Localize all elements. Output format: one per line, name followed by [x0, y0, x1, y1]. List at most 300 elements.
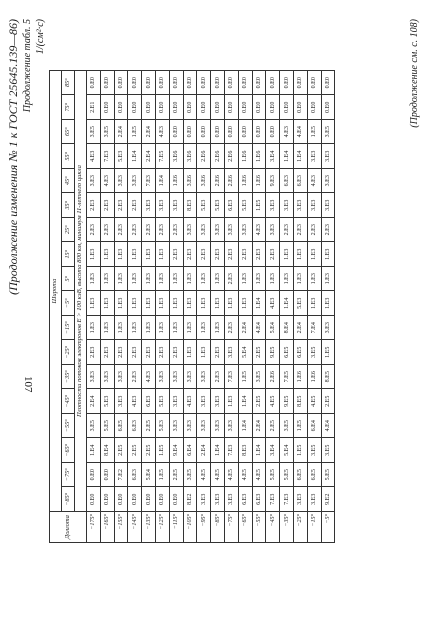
- flux-value-cell: 3.E3: [142, 193, 156, 218]
- longitude-cell: −45°: [266, 512, 280, 543]
- flux-value-cell: 2.E3: [183, 242, 197, 267]
- flux-value-cell: 6.E3: [293, 169, 307, 194]
- flux-value-cell: 5.E3: [100, 389, 114, 414]
- latitude-header-cell: −45°: [62, 389, 75, 414]
- flux-value-cell: 6.E4: [183, 438, 197, 463]
- flux-value-cell: 2.E4: [142, 144, 156, 169]
- flux-value-cell: 3.E3: [114, 169, 128, 194]
- latitude-header-cell: 35°: [62, 193, 75, 218]
- flux-value-cell: 9.E5: [280, 389, 294, 414]
- flux-value-cell: 2.E3: [280, 218, 294, 243]
- flux-value-cell: 1.E6: [238, 169, 252, 194]
- flux-value-cell: 3.E3: [211, 487, 225, 512]
- flux-value-cell: 1.E3: [197, 291, 211, 316]
- flux-value-cell: 3.E3: [321, 169, 335, 194]
- flux-value-cell: 1.E5: [252, 193, 266, 218]
- latitude-header: Широта: [50, 71, 62, 512]
- flux-value-cell: 4.E5: [238, 463, 252, 488]
- flux-value-cell: 6.E3: [252, 487, 266, 512]
- flux-value-cell: 7.E3: [266, 487, 280, 512]
- flux-value-cell: 1.E3: [307, 267, 321, 292]
- flux-value-cell: 2.E3: [128, 365, 142, 390]
- flux-value-cell: 3.E4: [266, 144, 280, 169]
- flux-value-cell: 2.E4: [252, 414, 266, 439]
- flux-value-cell: 6.E3: [238, 487, 252, 512]
- flux-value-cell: 0.E0: [128, 95, 142, 120]
- flux-value-cell: 3.E3: [307, 193, 321, 218]
- flux-value-cell: 3.E3: [100, 365, 114, 390]
- flux-value-cell: 2.E4: [114, 120, 128, 145]
- flux-value-cell: 5.E3: [155, 389, 169, 414]
- flux-value-cell: 1.E3: [100, 242, 114, 267]
- flux-value-cell: 0.E0: [238, 95, 252, 120]
- latitude-header-cell: 45°: [62, 169, 75, 194]
- flux-value-cell: 2.E5: [128, 438, 142, 463]
- flux-value-cell: 2.E5: [142, 438, 156, 463]
- flux-value-cell: 1.E6: [238, 144, 252, 169]
- flux-value-cell: 1.E3: [280, 242, 294, 267]
- flux-value-cell: 2.E6: [211, 144, 225, 169]
- flux-value-cell: 3.E5: [87, 120, 101, 145]
- flux-value-cell: 2.E3: [128, 193, 142, 218]
- flux-value-cell: 2.E3: [114, 193, 128, 218]
- flux-value-cell: 1.E3: [238, 267, 252, 292]
- flux-value-cell: 1.E5: [128, 120, 142, 145]
- flux-value-cell: 3.E3: [183, 365, 197, 390]
- flux-value-cell: 3.E3: [321, 144, 335, 169]
- flux-value-cell: 1.E3: [183, 291, 197, 316]
- flux-value-cell: 3.E3: [224, 414, 238, 439]
- flux-value-cell: 1.E3: [114, 267, 128, 292]
- flux-value-cell: 1.E3: [100, 291, 114, 316]
- flux-value-cell: 1.E3: [100, 316, 114, 341]
- flux-value-cell: 4.E5: [266, 389, 280, 414]
- flux-value-cell: 2.E5: [266, 414, 280, 439]
- electron-flux-table: [49, 70, 335, 543]
- flux-value-cell: 2.E3: [321, 218, 335, 243]
- flux-value-cell: 7.E4: [307, 316, 321, 341]
- table-row: [197, 71, 211, 543]
- flux-value-cell: 5.E4: [238, 340, 252, 365]
- flux-value-cell: 3.E3: [307, 487, 321, 512]
- flux-value-cell: 1.E3: [307, 291, 321, 316]
- longitude-cell: −115°: [169, 512, 183, 543]
- flux-value-cell: 6.E3: [280, 169, 294, 194]
- flux-value-cell: 1.E4: [87, 438, 101, 463]
- flux-value-cell: 6.E3: [128, 414, 142, 439]
- table-row: [266, 71, 280, 543]
- flux-value-cell: 5.E5: [321, 463, 335, 488]
- flux-value-cell: 3.E6: [197, 169, 211, 194]
- flux-value-cell: 0.E0: [169, 71, 183, 96]
- flux-value-cell: 1.E3: [142, 242, 156, 267]
- flux-value-cell: 1.E4: [238, 389, 252, 414]
- page-number: 107: [22, 376, 34, 393]
- flux-value-cell: 3.E4: [266, 438, 280, 463]
- latitude-header-cell: 5°: [62, 267, 75, 292]
- flux-value-cell: 1.E3: [197, 316, 211, 341]
- longitude-cell: −35°: [280, 512, 294, 543]
- flux-value-cell: 1.E3: [142, 316, 156, 341]
- flux-value-cell: 1.E4: [293, 144, 307, 169]
- table-row: [114, 71, 128, 543]
- flux-value-cell: 3.E3: [128, 169, 142, 194]
- latitude-band-row: [50, 71, 62, 543]
- longitude-cell: −15°: [307, 512, 321, 543]
- flux-value-cell: 7.E3: [142, 169, 156, 194]
- flux-value-cell: 3.E6: [183, 144, 197, 169]
- flux-value-cell: 7.E5: [280, 365, 294, 390]
- flux-value-cell: 0.E0: [252, 71, 266, 96]
- flux-value-cell: 0.E0: [142, 487, 156, 512]
- flux-value-cell: 2.E3: [155, 340, 169, 365]
- flux-value-cell: 8.E4: [100, 438, 114, 463]
- flux-value-cell: 2.E3: [252, 242, 266, 267]
- flux-value-cell: 1.E3: [293, 267, 307, 292]
- flux-value-cell: 3.E3: [114, 365, 128, 390]
- flux-value-cell: 2.E5: [114, 438, 128, 463]
- flux-value-cell: 4.E3: [183, 389, 197, 414]
- latitude-header-cell: −35°: [62, 365, 75, 390]
- table-row: [280, 71, 294, 543]
- flux-value-cell: 2.E5: [321, 389, 335, 414]
- flux-value-cell: 1.E3: [169, 316, 183, 341]
- continuation-note: (Продолжение см. с. 108): [409, 19, 420, 128]
- flux-value-cell: 0.E0: [100, 463, 114, 488]
- flux-value-cell: 0.E0: [293, 71, 307, 96]
- flux-value-cell: 0.E0: [87, 463, 101, 488]
- flux-value-cell: 1.E3: [238, 291, 252, 316]
- flux-value-cell: 0.E0: [87, 71, 101, 96]
- flux-value-cell: 2.E3: [114, 340, 128, 365]
- latitude-header-cell: −65°: [62, 438, 75, 463]
- flux-value-cell: 0.E0: [211, 71, 225, 96]
- flux-value-cell: 2.E3: [293, 218, 307, 243]
- flux-value-cell: 4.E5: [252, 463, 266, 488]
- flux-value-cell: 7.E3: [224, 438, 238, 463]
- flux-value-cell: 4.E4: [321, 414, 335, 439]
- flux-value-cell: 2.E3: [307, 218, 321, 243]
- flux-value-cell: 0.E0: [224, 120, 238, 145]
- longitude-cell: −75°: [224, 512, 238, 543]
- flux-value-cell: 0.E0: [114, 95, 128, 120]
- flux-value-cell: 1.E3: [114, 242, 128, 267]
- flux-value-cell: 8.E4: [280, 316, 294, 341]
- flux-value-cell: 5.E4: [142, 463, 156, 488]
- flux-value-cell: 3.E3: [197, 365, 211, 390]
- longitude-cell: −55°: [252, 512, 266, 543]
- flux-value-cell: 2.E3: [155, 218, 169, 243]
- flux-value-cell: 6.E3: [224, 193, 238, 218]
- flux-value-cell: 2.E3: [211, 365, 225, 390]
- table-row: [169, 71, 183, 543]
- flux-value-cell: 2.E4: [293, 316, 307, 341]
- flux-value-cell: 5.E3: [238, 193, 252, 218]
- table-row: [142, 71, 156, 543]
- flux-value-cell: 6.E3: [128, 463, 142, 488]
- flux-value-cell: 3.E3: [307, 144, 321, 169]
- flux-value-cell: 4.E3: [128, 389, 142, 414]
- flux-value-cell: 7.E2: [114, 463, 128, 488]
- table-row: [321, 71, 335, 543]
- flux-value-cell: 1.E6: [307, 365, 321, 390]
- flux-value-cell: 7.E3: [280, 487, 294, 512]
- table-row: [155, 71, 169, 543]
- table-row: [307, 71, 321, 543]
- flux-value-cell: 2.E3: [142, 218, 156, 243]
- longitude-cell: −125°: [155, 512, 169, 543]
- flux-value-cell: 1.E3: [87, 242, 101, 267]
- flux-value-cell: 3.E3: [155, 193, 169, 218]
- flux-value-cell: 1.E3: [87, 291, 101, 316]
- table-row: [128, 71, 142, 543]
- longitude-cell: −105°: [183, 512, 197, 543]
- flux-value-cell: 2.E1: [87, 95, 101, 120]
- flux-value-cell: 3.E3: [169, 193, 183, 218]
- flux-value-cell: 2.E3: [87, 340, 101, 365]
- flux-value-cell: 3.E3: [183, 218, 197, 243]
- flux-value-cell: 3.E3: [197, 389, 211, 414]
- flux-value-cell: 0.E0: [197, 71, 211, 96]
- flux-value-cell: 8.E5: [293, 389, 307, 414]
- flux-value-cell: 0.E0: [87, 487, 101, 512]
- flux-value-cell: 0.E0: [307, 95, 321, 120]
- table-row: [238, 71, 252, 543]
- flux-value-cell: 1.E3: [100, 267, 114, 292]
- flux-value-cell: 2.E3: [142, 340, 156, 365]
- flux-value-cell: 2.E3: [87, 193, 101, 218]
- flux-value-cell: 1.E5: [321, 340, 335, 365]
- longitude-cell: −145°: [128, 512, 142, 543]
- flux-value-cell: 0.E0: [321, 95, 335, 120]
- flux-value-cell: 1.E4: [238, 414, 252, 439]
- flux-value-cell: 1.E3: [211, 291, 225, 316]
- flux-value-cell: 3.E3: [211, 389, 225, 414]
- flux-value-cell: 1.E3: [224, 291, 238, 316]
- flux-value-cell: 2.E3: [169, 340, 183, 365]
- flux-value-cell: 1.E3: [321, 242, 335, 267]
- flux-value-cell: 3.E5: [252, 365, 266, 390]
- flux-value-cell: 1.E4: [252, 291, 266, 316]
- latitude-header-cell: 85°: [62, 71, 75, 96]
- flux-value-cell: 9.E2: [321, 487, 335, 512]
- flux-value-cell: 6.E5: [293, 463, 307, 488]
- flux-value-cell: 2.E3: [100, 193, 114, 218]
- flux-value-cell: 1.E6: [252, 169, 266, 194]
- flux-value-cell: 1.E3: [197, 340, 211, 365]
- flux-value-cell: 3.E6: [169, 144, 183, 169]
- flux-value-cell: 6.E4: [307, 414, 321, 439]
- flux-value-cell: 3.E3: [155, 365, 169, 390]
- flux-value-cell: 1.E3: [321, 291, 335, 316]
- flux-value-cell: 3.E3: [169, 365, 183, 390]
- longitude-cell: −65°: [238, 512, 252, 543]
- flux-value-cell: 0.E0: [114, 487, 128, 512]
- flux-value-cell: 0.E0: [252, 95, 266, 120]
- flux-value-cell: 3.E3: [293, 487, 307, 512]
- flux-value-cell: 2.E3: [114, 218, 128, 243]
- flux-value-cell: 1.E4: [211, 438, 225, 463]
- flux-value-cell: 2.E3: [169, 218, 183, 243]
- flux-value-cell: 2.E3: [211, 242, 225, 267]
- flux-value-cell: 4.E3: [307, 169, 321, 194]
- longitude-column-header: Долгота: [50, 512, 87, 543]
- flux-value-cell: 1.E3: [307, 242, 321, 267]
- flux-value-cell: 1.E6: [293, 365, 307, 390]
- flux-value-cell: 1.E3: [87, 267, 101, 292]
- flux-value-cell: 0.E0: [197, 120, 211, 145]
- flux-value-cell: 7.E5: [155, 144, 169, 169]
- flux-value-cell: 4.E3: [155, 120, 169, 145]
- flux-value-cell: 2.E5: [142, 414, 156, 439]
- flux-value-cell: 2.E5: [252, 389, 266, 414]
- flux-value-cell: 3.E5: [321, 120, 335, 145]
- flux-value-cell: 1.E3: [128, 316, 142, 341]
- flux-value-cell: 0.E0: [224, 95, 238, 120]
- flux-value-cell: 1.E3: [280, 267, 294, 292]
- flux-value-cell: 6.E5: [307, 463, 321, 488]
- flux-value-cell: 1.E3: [211, 267, 225, 292]
- latitude-header-cell: 65°: [62, 120, 75, 145]
- flux-value-cell: 1.E3: [87, 316, 101, 341]
- flux-value-cell: 3.E3: [293, 193, 307, 218]
- flux-value-cell: 1.E5: [238, 365, 252, 390]
- flux-value-cell: 1.E3: [169, 267, 183, 292]
- flux-value-cell: 0.E0: [224, 71, 238, 96]
- flux-value-cell: 0.E0: [155, 487, 169, 512]
- flux-value-cell: 3.E3: [224, 218, 238, 243]
- flux-value-cell: 3.E3: [211, 218, 225, 243]
- latitude-header-cell: −15°: [62, 316, 75, 341]
- longitude-cell: −25°: [293, 512, 307, 543]
- table-row: [293, 71, 307, 543]
- flux-value-cell: 1.E3: [128, 267, 142, 292]
- flux-value-cell: 0.E0: [307, 71, 321, 96]
- flux-value-cell: 1.E4: [280, 144, 294, 169]
- flux-value-cell: 0.E0: [169, 120, 183, 145]
- running-title: (Продолжение изменения № 1 к ГОСТ 25645.139—86): [6, 19, 20, 295]
- flux-value-cell: 4.E3: [87, 144, 101, 169]
- table-row: [224, 71, 238, 543]
- flux-value-cell: 1.E4: [128, 144, 142, 169]
- flux-value-cell: 3.E3: [197, 487, 211, 512]
- flux-value-cell: 3.E5: [87, 414, 101, 439]
- flux-value-cell: 1.E3: [266, 267, 280, 292]
- flux-value-cell: 2.E4: [87, 389, 101, 414]
- flux-value-cell: 0.E0: [252, 120, 266, 145]
- flux-value-cell: 1.E5: [293, 438, 307, 463]
- flux-value-cell: 0.E0: [197, 95, 211, 120]
- flux-value-cell: 3.E5: [307, 340, 321, 365]
- flux-value-cell: 4.E3: [100, 169, 114, 194]
- flux-value-cell: 4.E5: [307, 389, 321, 414]
- flux-value-cell: 3.E3: [321, 193, 335, 218]
- flux-value-cell: 1.E3: [169, 291, 183, 316]
- flux-value-cell: 2.E6: [224, 144, 238, 169]
- flux-value-cell: 1.E3: [321, 267, 335, 292]
- flux-value-cell: 4.E5: [224, 463, 238, 488]
- flux-value-cell: 3.E3: [183, 414, 197, 439]
- flux-value-cell: 1.E3: [142, 267, 156, 292]
- flux-value-cell: 3.E3: [224, 487, 238, 512]
- flux-value-cell: 3.E5: [321, 438, 335, 463]
- flux-value-cell: 1.E3: [114, 316, 128, 341]
- flux-value-cell: 0.E0: [266, 71, 280, 96]
- flux-value-cell: 0.E0: [155, 71, 169, 96]
- latitude-header-cell: 25°: [62, 218, 75, 243]
- flux-value-cell: 7.E3: [224, 365, 238, 390]
- flux-value-cell: 0.E0: [238, 120, 252, 145]
- flux-value-cell: 3.E3: [266, 193, 280, 218]
- latitude-header-cell: −55°: [62, 414, 75, 439]
- flux-value-cell: 0.E0: [155, 95, 169, 120]
- flux-value-cell: 5.E3: [197, 193, 211, 218]
- flux-value-cell: 4.E5: [197, 463, 211, 488]
- flux-value-cell: 2.E6: [224, 169, 238, 194]
- table-row: [100, 71, 114, 543]
- latitude-header-cell: −75°: [62, 463, 75, 488]
- flux-value-cell: 0.E0: [128, 71, 142, 96]
- flux-value-cell: 2.E3: [266, 242, 280, 267]
- flux-value-cell: 0.E0: [321, 71, 335, 96]
- flux-value-cell: 0.E0: [114, 71, 128, 96]
- flux-value-cell: 1.E3: [128, 291, 142, 316]
- flux-value-cell: 2.E5: [252, 340, 266, 365]
- flux-value-cell: 2.E6: [211, 169, 225, 194]
- flux-value-cell: 2.E3: [128, 218, 142, 243]
- latitude-header-cell: −85°: [62, 487, 75, 512]
- flux-value-cell: 3.E3: [169, 414, 183, 439]
- flux-value-cell: 3.E3: [238, 218, 252, 243]
- flux-value-cell: 1.E3: [114, 291, 128, 316]
- flux-value-cell: 0.E0: [100, 71, 114, 96]
- table-row: [87, 71, 101, 543]
- flux-value-cell: 0.E0: [211, 120, 225, 145]
- flux-value-cell: 0.E0: [100, 487, 114, 512]
- flux-value-cell: 4.E5: [211, 463, 225, 488]
- longitude-cell: −85°: [211, 512, 225, 543]
- flux-value-cell: 9.E5: [266, 340, 280, 365]
- table-row: [211, 71, 225, 543]
- flux-value-cell: 0.E0: [266, 95, 280, 120]
- flux-value-cell: 5.E5: [100, 414, 114, 439]
- flux-value-cell: 0.E0: [169, 487, 183, 512]
- flux-value-cell: 1.E6: [252, 144, 266, 169]
- flux-value-cell: 3.E3: [224, 340, 238, 365]
- flux-value-cell: 3.E3: [114, 389, 128, 414]
- flux-value-cell: 0.E0: [169, 95, 183, 120]
- flux-value-cell: 9.E3: [266, 169, 280, 194]
- flux-value-cell: 6.E5: [293, 340, 307, 365]
- flux-value-cell: 1.E5: [155, 463, 169, 488]
- table-row: [183, 71, 197, 543]
- flux-value-cell: 3.E3: [280, 193, 294, 218]
- latitude-header-cell: 75°: [62, 95, 75, 120]
- longitude-cell: −5°: [321, 512, 335, 543]
- flux-value-cell: 1.E5: [155, 438, 169, 463]
- flux-value-cell: 1.E6: [169, 169, 183, 194]
- flux-value-cell: 0.E0: [280, 95, 294, 120]
- flux-value-cell: 2.E4: [197, 438, 211, 463]
- flux-value-cell: 5.E3: [155, 414, 169, 439]
- flux-value-cell: 0.E0: [100, 95, 114, 120]
- flux-value-cell: 1.E3: [155, 291, 169, 316]
- latitude-header-cell: 55°: [62, 144, 75, 169]
- flux-value-cell: 5.E3: [211, 193, 225, 218]
- flux-value-cell: 1.E5: [293, 414, 307, 439]
- latitude-header-cell: −25°: [62, 340, 75, 365]
- flux-value-cell: 1.E3: [224, 389, 238, 414]
